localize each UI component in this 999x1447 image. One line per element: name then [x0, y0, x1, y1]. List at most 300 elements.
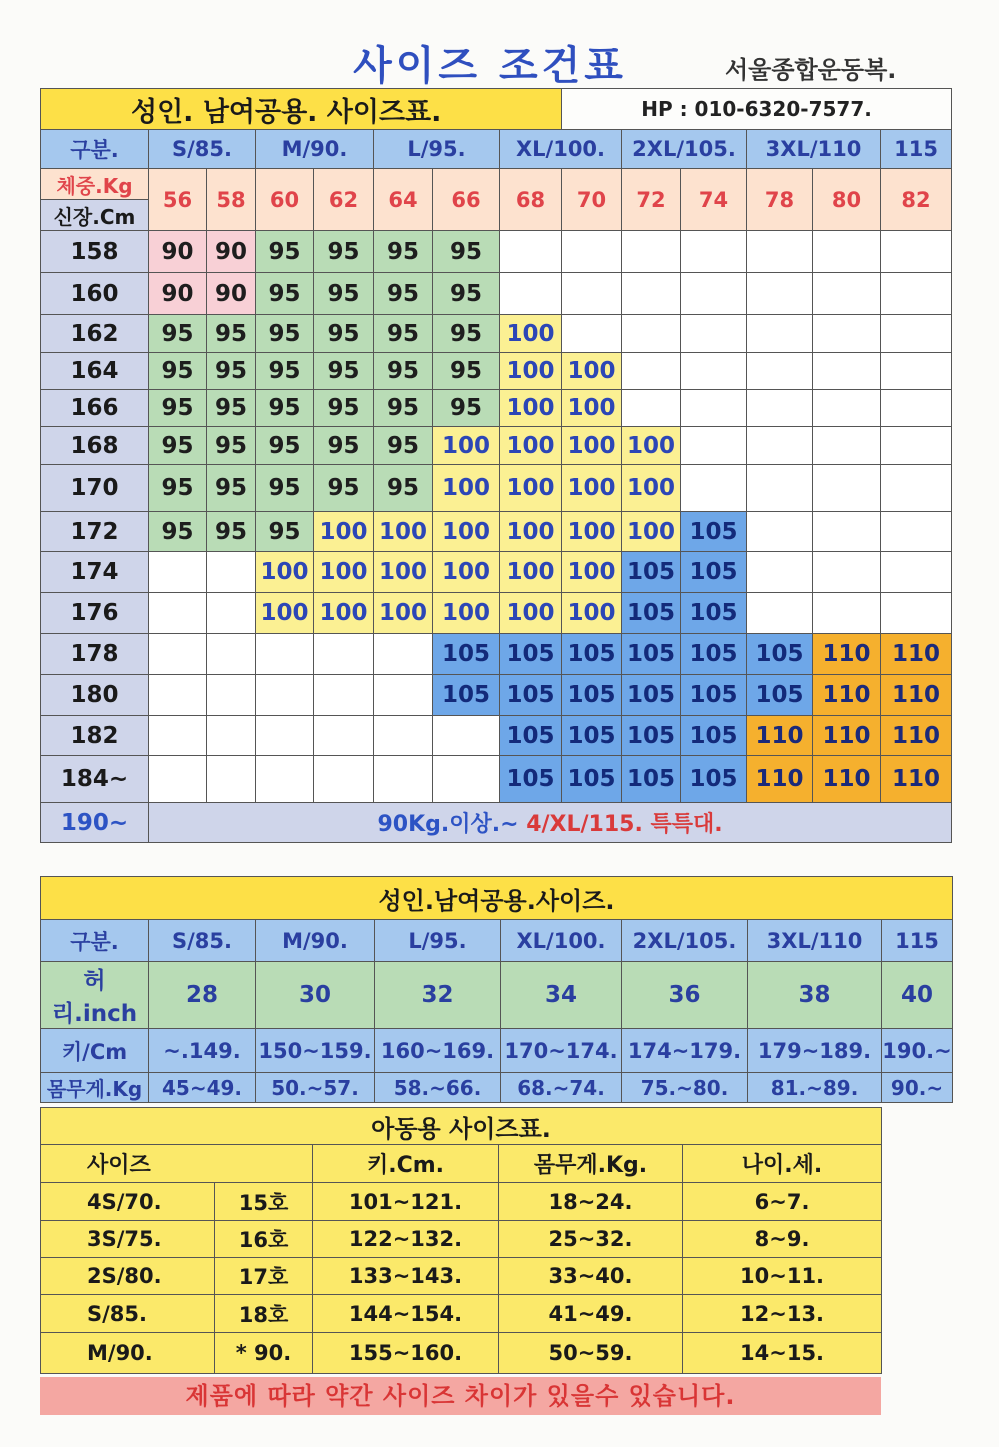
empty-cell [433, 756, 500, 803]
size-cell: 100 [314, 552, 374, 593]
height-range: 179~189. [748, 1029, 882, 1073]
size-cell: 95 [207, 390, 256, 427]
size-cell: 100 [374, 512, 433, 552]
waist-value: 32 [375, 962, 501, 1029]
size-cell: 90 [207, 273, 256, 315]
kids-header-height: 키.Cm. [313, 1145, 499, 1183]
size-cell: 100 [374, 552, 433, 593]
size-cell: 105 [622, 756, 681, 803]
empty-cell [149, 675, 207, 716]
kids-age: 12~13. [683, 1295, 882, 1333]
waist-value: 36 [622, 962, 748, 1029]
size-cell: 110 [813, 634, 881, 675]
chart-row [41, 427, 952, 465]
weight-range: 75.~80. [622, 1073, 748, 1103]
empty-cell [149, 634, 207, 675]
size-cell: 100 [500, 552, 562, 593]
size-cell: 95 [314, 353, 374, 390]
size-cell: 95 [256, 315, 314, 353]
size-cell: 95 [149, 353, 207, 390]
empty-cell [747, 231, 813, 273]
size-header: 3XL/110 [747, 130, 881, 169]
empty-cell [813, 593, 881, 634]
size-cell: 100 [562, 427, 622, 465]
kids-number: 18호 [215, 1295, 313, 1333]
adult-table-title: 성인.남여공용.사이즈. [41, 877, 953, 920]
size-cell: 100 [433, 465, 500, 512]
kids-row [41, 1221, 882, 1258]
size-cell: 95 [433, 390, 500, 427]
empty-cell [562, 315, 622, 353]
size-cell: 95 [149, 512, 207, 552]
size-cell: 110 [881, 716, 952, 756]
empty-cell [681, 315, 747, 353]
waist-label: 허리.inch [41, 962, 149, 1029]
kids-size-table [40, 1107, 882, 1374]
empty-cell [747, 593, 813, 634]
size-cell: 95 [374, 273, 433, 315]
size-cell: 95 [374, 427, 433, 465]
empty-cell [207, 552, 256, 593]
kids-height: 144~154. [313, 1295, 499, 1333]
size-cell: 90 [149, 273, 207, 315]
empty-cell [881, 315, 952, 353]
empty-cell [500, 231, 562, 273]
footer-note: 제품에 따라 약간 사이즈 차이가 있을수 있습니다. [40, 1377, 881, 1415]
empty-cell [813, 512, 881, 552]
size-cell: 95 [314, 390, 374, 427]
height-label: 172 [41, 512, 149, 552]
size-cell: 95 [207, 427, 256, 465]
height-range: 160~169. [375, 1029, 501, 1073]
empty-cell [314, 675, 374, 716]
chart-row [41, 756, 952, 803]
kids-weight: 33~40. [499, 1258, 683, 1295]
empty-cell [881, 593, 952, 634]
empty-cell [813, 231, 881, 273]
empty-cell [747, 465, 813, 512]
size-cell: 100 [562, 353, 622, 390]
chart-row [41, 231, 952, 273]
size-header: S/85. [149, 130, 256, 169]
empty-cell [500, 273, 562, 315]
size-cell: 110 [813, 756, 881, 803]
empty-cell [256, 716, 314, 756]
size-cell: 95 [207, 465, 256, 512]
empty-cell [747, 273, 813, 315]
empty-cell [881, 512, 952, 552]
chart-row [41, 512, 952, 552]
size-cell: 105 [433, 675, 500, 716]
kids-size: M/90. [41, 1333, 215, 1374]
empty-cell [374, 634, 433, 675]
weight-range: 50.~57. [256, 1073, 375, 1103]
empty-cell [881, 231, 952, 273]
size-cell: 105 [622, 716, 681, 756]
weight-range: 68.~74. [501, 1073, 622, 1103]
size-cell: 95 [207, 353, 256, 390]
size-cell: 95 [314, 427, 374, 465]
kids-header-size: 사이즈 [41, 1145, 313, 1183]
kids-row [41, 1258, 882, 1295]
empty-cell [207, 634, 256, 675]
empty-cell [207, 675, 256, 716]
height-label: 176 [41, 593, 149, 634]
size-cell: 100 [562, 552, 622, 593]
size-cell: 95 [256, 353, 314, 390]
kids-number: 15호 [215, 1183, 313, 1221]
kids-size: S/85. [41, 1295, 215, 1333]
weight-value: 82 [881, 169, 952, 231]
size-cell: 95 [314, 273, 374, 315]
size-cell: 95 [207, 315, 256, 353]
size-cell: 105 [500, 716, 562, 756]
empty-cell [881, 390, 952, 427]
empty-cell [562, 231, 622, 273]
size-cell: 95 [314, 315, 374, 353]
empty-cell [813, 273, 881, 315]
waist-value: 38 [748, 962, 882, 1029]
kids-weight: 41~49. [499, 1295, 683, 1333]
kids-age: 8~9. [683, 1221, 882, 1258]
weight-range: 90.~ [882, 1073, 953, 1103]
height-label-190: 190~ [41, 803, 149, 843]
size-cell: 90 [207, 231, 256, 273]
kids-size: 2S/80. [41, 1258, 215, 1295]
size-cell: 105 [622, 552, 681, 593]
oversize-weight: 90Kg.이상.~ [377, 812, 527, 837]
size-cell: 100 [256, 552, 314, 593]
height-label: 174 [41, 552, 149, 593]
empty-cell [207, 716, 256, 756]
size-cell: 105 [562, 634, 622, 675]
size-cell: 100 [562, 512, 622, 552]
empty-cell [813, 465, 881, 512]
size-cell: 95 [374, 315, 433, 353]
weight-value: 74 [681, 169, 747, 231]
size-cell: 100 [314, 512, 374, 552]
corner-label: 구분. [41, 130, 149, 169]
height-label: 166 [41, 390, 149, 427]
chart-row [41, 634, 952, 675]
chart-row [41, 353, 952, 390]
size-cell: 105 [500, 675, 562, 716]
height-label: 180 [41, 675, 149, 716]
height-range: 174~179. [622, 1029, 748, 1073]
size-cell: 95 [256, 390, 314, 427]
chart-row [41, 315, 952, 353]
size-cell: 105 [500, 756, 562, 803]
empty-cell [433, 716, 500, 756]
weight-value: 72 [622, 169, 681, 231]
empty-cell [747, 512, 813, 552]
size-cell: 100 [433, 593, 500, 634]
size-cell: 105 [433, 634, 500, 675]
weight-value: 78 [747, 169, 813, 231]
empty-cell [314, 716, 374, 756]
empty-cell [207, 756, 256, 803]
size-cell: 95 [374, 465, 433, 512]
kids-row [41, 1183, 882, 1221]
size-cell: 95 [433, 231, 500, 273]
weight-range: 45~49. [149, 1073, 256, 1103]
empty-cell [681, 273, 747, 315]
empty-cell [622, 390, 681, 427]
empty-cell [813, 390, 881, 427]
size-cell: 100 [500, 512, 562, 552]
empty-cell [149, 716, 207, 756]
size-header: 2XL/105. [622, 920, 748, 962]
height-label: 168 [41, 427, 149, 465]
size-header: 2XL/105. [622, 130, 747, 169]
page-title: 사이즈 조건표 [353, 43, 627, 89]
kids-header-weight: 몸무게.Kg. [499, 1145, 683, 1183]
size-cell: 95 [207, 512, 256, 552]
empty-cell [622, 315, 681, 353]
kids-row [41, 1333, 882, 1374]
kids-weight: 50~59. [499, 1333, 683, 1374]
empty-cell [374, 756, 433, 803]
size-cell: 95 [256, 427, 314, 465]
waist-value: 28 [149, 962, 256, 1029]
size-header: 115 [881, 130, 952, 169]
size-cell: 110 [881, 675, 952, 716]
empty-cell [813, 353, 881, 390]
chart-row [41, 716, 952, 756]
size-cell: 105 [622, 675, 681, 716]
kids-table-title: 아동용 사이즈표. [41, 1108, 882, 1145]
size-cell: 105 [681, 552, 747, 593]
size-cell: 110 [747, 716, 813, 756]
height-label: 키/Cm [41, 1029, 149, 1073]
kids-size: 4S/70. [41, 1183, 215, 1221]
empty-cell [681, 231, 747, 273]
size-cell: 110 [813, 716, 881, 756]
size-cell: 100 [500, 353, 562, 390]
empty-cell [256, 634, 314, 675]
size-cell: 105 [681, 756, 747, 803]
kids-header-age: 나이.세. [683, 1145, 882, 1183]
empty-cell [813, 552, 881, 593]
company-name: 서울종합운동복. [725, 56, 897, 84]
empty-cell [747, 353, 813, 390]
size-cell: 95 [314, 465, 374, 512]
height-label: 182 [41, 716, 149, 756]
waist-value: 34 [501, 962, 622, 1029]
adult-unisex-table [40, 876, 953, 1103]
height-label: 164 [41, 353, 149, 390]
empty-cell [207, 593, 256, 634]
chart-row [41, 675, 952, 716]
empty-cell [314, 756, 374, 803]
size-cell: 95 [433, 353, 500, 390]
empty-cell [314, 634, 374, 675]
size-cell: 100 [622, 465, 681, 512]
weight-value: 62 [314, 169, 374, 231]
weight-value: 60 [256, 169, 314, 231]
kids-number: * 90. [215, 1333, 313, 1374]
chart-row [41, 465, 952, 512]
empty-cell [881, 465, 952, 512]
empty-cell [149, 552, 207, 593]
size-cell: 105 [681, 716, 747, 756]
size-header: L/95. [374, 130, 500, 169]
size-cell: 100 [256, 593, 314, 634]
size-cell: 100 [500, 465, 562, 512]
height-range: 170~174. [501, 1029, 622, 1073]
size-cell: 95 [149, 390, 207, 427]
size-cell: 105 [622, 593, 681, 634]
empty-cell [747, 427, 813, 465]
oversize-size: 4/XL/115. 특특대. [526, 812, 723, 837]
empty-cell [681, 353, 747, 390]
height-label: 170 [41, 465, 149, 512]
empty-cell [881, 552, 952, 593]
size-cell: 95 [149, 465, 207, 512]
size-header: 3XL/110 [748, 920, 882, 962]
size-header: XL/100. [500, 130, 622, 169]
empty-cell [881, 427, 952, 465]
size-cell: 95 [149, 315, 207, 353]
size-cell: 90 [149, 231, 207, 273]
height-range: 190.~ [882, 1029, 953, 1073]
weight-value: 80 [813, 169, 881, 231]
height-label: 184~ [41, 756, 149, 803]
size-cell: 105 [500, 634, 562, 675]
chart-row [41, 552, 952, 593]
empty-cell [374, 675, 433, 716]
weight-value: 56 [149, 169, 207, 231]
kids-number: 16호 [215, 1221, 313, 1258]
empty-cell [256, 756, 314, 803]
weight-value: 64 [374, 169, 433, 231]
empty-cell [681, 427, 747, 465]
size-cell: 105 [622, 634, 681, 675]
empty-cell [747, 315, 813, 353]
height-range: ~.149. [149, 1029, 256, 1073]
size-cell: 100 [433, 512, 500, 552]
weight-value: 70 [562, 169, 622, 231]
size-cell: 110 [881, 634, 952, 675]
size-cell: 100 [374, 593, 433, 634]
empty-cell [747, 390, 813, 427]
kids-age: 14~15. [683, 1333, 882, 1374]
kids-height: 133~143. [313, 1258, 499, 1295]
height-label: 160 [41, 273, 149, 315]
height-label: 158 [41, 231, 149, 273]
size-cell: 100 [562, 593, 622, 634]
size-cell: 105 [747, 675, 813, 716]
chart-row [41, 390, 952, 427]
size-cell: 110 [881, 756, 952, 803]
size-cell: 95 [374, 231, 433, 273]
size-header: M/90. [256, 920, 375, 962]
chart-row [41, 593, 952, 634]
empty-cell [622, 273, 681, 315]
empty-cell [881, 353, 952, 390]
kids-age: 6~7. [683, 1183, 882, 1221]
weight-value: 66 [433, 169, 500, 231]
size-cell: 95 [256, 465, 314, 512]
size-header: XL/100. [501, 920, 622, 962]
size-cell: 100 [500, 427, 562, 465]
empty-cell [681, 465, 747, 512]
size-cell: 100 [500, 315, 562, 353]
size-cell: 105 [562, 756, 622, 803]
kids-height: 101~121. [313, 1183, 499, 1221]
size-header: M/90. [256, 130, 374, 169]
size-cell: 110 [813, 675, 881, 716]
size-cell: 100 [433, 427, 500, 465]
size-cell: 95 [314, 231, 374, 273]
kids-height: 155~160. [313, 1333, 499, 1374]
corner-label: 구분. [41, 920, 149, 962]
size-cell: 105 [681, 634, 747, 675]
size-cell: 95 [433, 315, 500, 353]
adult-size-chart [40, 88, 952, 843]
size-cell: 100 [622, 512, 681, 552]
waist-value: 40 [882, 962, 953, 1029]
empty-cell [681, 390, 747, 427]
size-cell: 100 [562, 465, 622, 512]
empty-cell [813, 315, 881, 353]
empty-cell [813, 427, 881, 465]
size-cell: 95 [433, 273, 500, 315]
size-cell: 100 [622, 427, 681, 465]
empty-cell [881, 273, 952, 315]
height-range: 150~159. [256, 1029, 375, 1073]
phone-number: HP : 010-6320-7577. [562, 89, 952, 130]
size-cell: 100 [562, 390, 622, 427]
empty-cell [374, 716, 433, 756]
kids-row [41, 1295, 882, 1333]
empty-cell [562, 273, 622, 315]
size-cell: 100 [433, 552, 500, 593]
empty-cell [622, 353, 681, 390]
kids-age: 10~11. [683, 1258, 882, 1295]
weight-label: 몸무게.Kg [41, 1073, 149, 1103]
chart-row [41, 273, 952, 315]
size-cell: 95 [374, 390, 433, 427]
chart-title: 성인. 남여공용. 사이즈표. [41, 89, 562, 130]
size-cell: 100 [314, 593, 374, 634]
size-cell: 105 [562, 716, 622, 756]
oversize-note [149, 803, 952, 843]
size-cell: 105 [681, 593, 747, 634]
height-label: 신장.Cm [41, 200, 149, 231]
kids-number: 17호 [215, 1258, 313, 1295]
height-label: 162 [41, 315, 149, 353]
size-header: 115 [882, 920, 953, 962]
size-header: L/95. [375, 920, 501, 962]
weight-label: 체중.Kg [41, 169, 149, 200]
empty-cell [149, 593, 207, 634]
size-cell: 95 [256, 231, 314, 273]
weight-range: 58.~66. [375, 1073, 501, 1103]
size-cell: 105 [681, 512, 747, 552]
waist-value: 30 [256, 962, 375, 1029]
size-header: S/85. [149, 920, 256, 962]
empty-cell [747, 552, 813, 593]
weight-value: 58 [207, 169, 256, 231]
empty-cell [622, 231, 681, 273]
size-cell: 110 [747, 756, 813, 803]
height-label: 178 [41, 634, 149, 675]
weight-value: 68 [500, 169, 562, 231]
size-cell: 105 [747, 634, 813, 675]
kids-weight: 25~32. [499, 1221, 683, 1258]
kids-height: 122~132. [313, 1221, 499, 1258]
